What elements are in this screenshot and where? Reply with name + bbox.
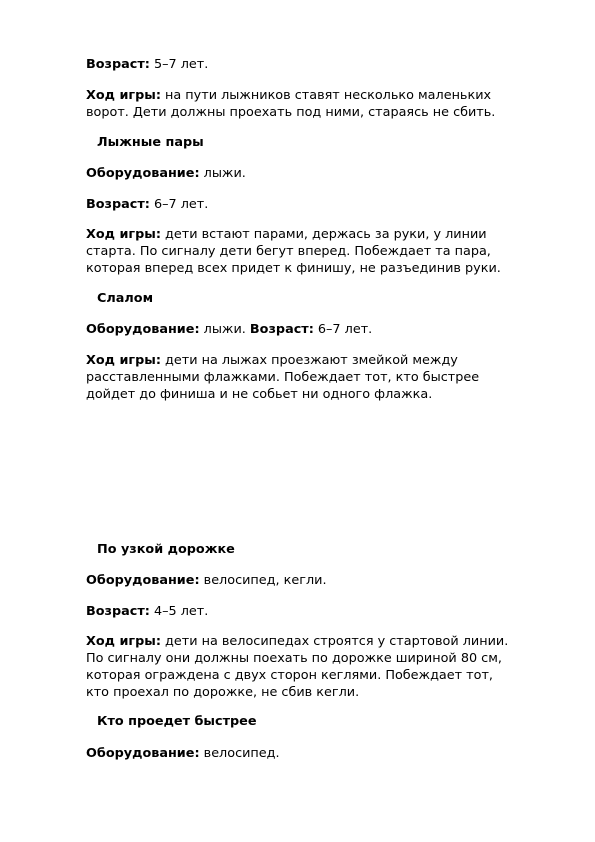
section-heading-fastest: Кто проедет быстрее <box>97 714 257 729</box>
game-description-line <box>86 243 491 260</box>
game-description-line <box>86 667 493 684</box>
equipment-age-line <box>86 321 372 338</box>
game-text: кто проехал по дорожке, не сбив кегли. <box>86 685 360 700</box>
equipment-line <box>86 572 327 589</box>
age-value: 6–7 лет. <box>149 197 209 212</box>
game-label: Ход игры: <box>86 88 161 103</box>
game-description-line <box>86 226 487 243</box>
equipment-value: лыжи. <box>199 322 250 337</box>
equipment-value: велосипед. <box>199 746 280 761</box>
age-label: Возраст: <box>86 604 150 619</box>
equipment-value: велосипед, кегли. <box>199 573 327 588</box>
game-description-line <box>86 104 495 121</box>
game-description-line <box>86 633 508 650</box>
game-text: По сигналу они должны поехать по дорожке шириной 80 см, <box>86 651 502 666</box>
age-value: 4–5 лет. <box>149 604 209 619</box>
age-line <box>86 603 208 620</box>
age-value: 5–7 лет. <box>149 57 209 72</box>
age-line <box>86 196 208 213</box>
game-text: ворот. Дети должны проехать под ними, стараясь не сбить. <box>86 105 496 120</box>
age-label: Возраст: <box>249 322 314 337</box>
game-description-line <box>86 352 458 369</box>
game-description-line <box>86 87 491 104</box>
equipment-label: Оборудование: <box>86 573 200 588</box>
age-label: Возраст: <box>86 57 150 72</box>
game-text: дойдет до финиша и не собьет ни одного флажка. <box>86 387 433 402</box>
equipment-label: Оборудование: <box>86 166 200 181</box>
game-description-line <box>86 260 501 277</box>
game-description-line <box>86 386 432 403</box>
equipment-line <box>86 745 280 762</box>
game-description-line <box>86 369 479 386</box>
equipment-label: Оборудование: <box>86 746 200 761</box>
section-heading-narrow-path: По узкой дорожке <box>97 542 235 557</box>
game-text: дети на велосипедах строятся у стартовой линии. <box>160 634 509 649</box>
equipment-label: Оборудование: <box>86 322 200 337</box>
section-heading-slalom: Слалом <box>97 291 154 306</box>
game-label: Ход игры: <box>86 353 161 368</box>
game-description-line <box>86 684 359 701</box>
age-value: 6–7 лет. <box>313 322 373 337</box>
game-label: Ход игры: <box>86 227 161 242</box>
section-heading-ski-pairs: Лыжные пары <box>97 135 204 150</box>
equipment-value: лыжи. <box>199 166 246 181</box>
age-line <box>86 56 208 73</box>
age-label: Возраст: <box>86 197 150 212</box>
game-text: расставленными флажками. Побеждает тот, кто быстрее <box>86 370 480 385</box>
game-text: которая вперед всех придет к финишу, не разъединив руки. <box>86 261 501 276</box>
equipment-line <box>86 165 246 182</box>
game-label: Ход игры: <box>86 634 161 649</box>
game-text: старта. По сигналу дети бегут вперед. Побеждает та пара, <box>86 244 491 259</box>
game-text: на пути лыжников ставят несколько маленьких <box>160 88 492 103</box>
game-text: дети встают парами, держась за руки, у линии <box>160 227 487 242</box>
game-text: которая ограждена с двух сторон кеглями. Побеждает тот, <box>86 668 493 683</box>
game-text: дети на лыжах проезжают змейкой между <box>160 353 458 368</box>
game-description-line <box>86 650 502 667</box>
